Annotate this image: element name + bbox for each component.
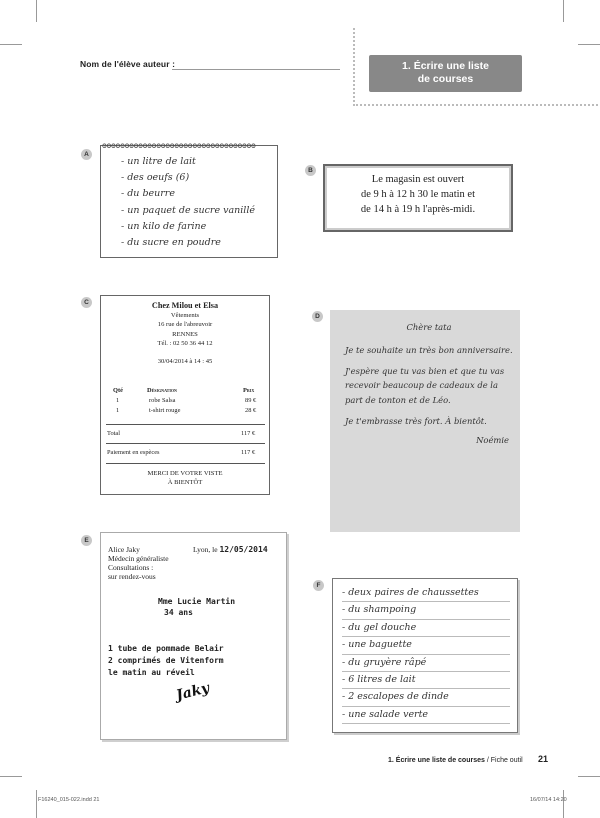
patient-name: Mme Lucie Martin xyxy=(158,597,236,606)
list-item: - deux paires de chaussettes xyxy=(342,585,510,602)
letter-paragraph: Je te souhaite un très bon anniversaire. xyxy=(345,344,513,355)
doctor-title: Médecin généraliste xyxy=(108,554,169,563)
badge-f: F xyxy=(313,580,324,591)
date-prefix: Lyon, le xyxy=(193,545,218,554)
doctor-info xyxy=(108,545,169,581)
date-value: 12/05/2014 xyxy=(219,545,268,554)
file-slug: F16240_015-022.indd 21 xyxy=(38,797,100,803)
crop-mark xyxy=(578,776,600,777)
payment-label: Paiement en espèces xyxy=(107,449,160,456)
doc-c-receipt xyxy=(100,295,270,495)
crop-mark xyxy=(0,44,22,45)
shop-name: Chez Milou et Elsa xyxy=(151,301,219,310)
row-price: 89 € xyxy=(245,397,257,404)
shop-type: Vêtements xyxy=(170,311,200,319)
list-item: - des oeufs (6) xyxy=(121,172,190,184)
crop-mark xyxy=(563,790,564,818)
page-title-line1: 1. Écrire une liste xyxy=(402,60,489,72)
author-label: Nom de l'élève auteur : xyxy=(80,59,176,69)
row-desc: t-shirt rouge xyxy=(149,407,181,414)
col-desc-header: Désignation xyxy=(147,387,177,394)
row-qty: 1 xyxy=(116,397,120,404)
doctor-name: Alice Jaky xyxy=(108,545,140,554)
shop-phone: Tél. : 02 50 36 44 12 xyxy=(157,340,213,347)
footer-title-main: 1. Écrire une liste de courses xyxy=(388,757,485,764)
shop-address: 16 rue de l'abreuvoir xyxy=(157,321,213,328)
row-price: 28 € xyxy=(245,407,257,414)
total-value: 117 € xyxy=(241,430,256,437)
crop-mark xyxy=(36,790,37,818)
divider xyxy=(106,424,265,425)
list-item: - un litre de lait xyxy=(121,156,196,167)
page-title xyxy=(369,55,522,92)
patient-age: 34 ans xyxy=(164,608,193,617)
list-item: - un kilo de farine xyxy=(121,220,207,232)
doc-f-list xyxy=(342,585,510,724)
col-price-header: Prix xyxy=(243,387,255,394)
doc-a-list xyxy=(121,154,255,251)
divider xyxy=(106,463,265,464)
doc-b-opening-hours-sign xyxy=(323,164,513,232)
col-qty-header: Qté xyxy=(113,387,123,394)
badge-e: E xyxy=(81,535,92,546)
receipt-header xyxy=(101,301,269,366)
crop-mark xyxy=(0,776,22,777)
list-item: - du shampoing xyxy=(342,602,510,619)
doctor-signature: Jaky xyxy=(174,680,211,704)
prescription-line: le matin au réveil xyxy=(108,668,195,677)
letter-signature: Noémie xyxy=(476,434,509,445)
prescription-date xyxy=(193,545,268,554)
divider xyxy=(106,443,265,444)
sign-line: Le magasin est ouvert xyxy=(371,174,465,185)
shop-city: RENNES xyxy=(172,330,198,338)
total-label: Total xyxy=(107,430,121,437)
list-item: - du gruyère râpé xyxy=(342,655,510,672)
footer-title xyxy=(388,757,523,764)
prescription-line: 1 tube de pommade Belair xyxy=(108,644,224,653)
footer-subtitle: Fiche outil xyxy=(490,757,523,764)
crop-mark xyxy=(563,0,564,22)
row-desc: robe Salsa xyxy=(149,397,176,404)
receipt-thanks xyxy=(101,469,269,487)
author-name-line[interactable] xyxy=(172,69,340,70)
print-date: 16/07/14 14:20 xyxy=(530,797,567,803)
sign-line: de 9 h à 12 h 30 le matin et xyxy=(360,189,475,200)
prescription-line: 2 comprimés de Vitenform xyxy=(108,656,224,665)
prescription-lines xyxy=(108,643,224,679)
badge-c: C xyxy=(81,297,92,308)
thanks-line: MERCI DE VOTRE VISTE xyxy=(147,470,223,477)
list-item: - 2 escalopes de dinde xyxy=(342,689,510,706)
list-item: - du sucre en poudre xyxy=(121,237,221,249)
payment-value: 117 € xyxy=(241,449,256,456)
patient-info xyxy=(158,596,235,618)
footer-separator: / xyxy=(486,757,489,764)
list-item: - une salade verte xyxy=(342,707,510,724)
page-number: 21 xyxy=(538,754,549,764)
list-item: - une baguette xyxy=(342,637,510,654)
spiral-binding-icon: ʘʘʘʘʘʘʘʘʘʘʘʘʘʘʘʘʘʘʘʘʘʘʘʘʘʘʘʘʘʘʘʘʘʘ xyxy=(102,142,256,150)
letter-greeting: Chère tata xyxy=(406,322,452,332)
list-item: - du beurre xyxy=(121,188,175,200)
crop-mark xyxy=(36,0,37,22)
page-title-line2: de courses xyxy=(417,73,474,85)
consult-line: Consultations : xyxy=(108,563,154,572)
badge-d: D xyxy=(312,311,323,322)
letter-paragraph: Je t'embrasse très fort. À bientôt. xyxy=(345,415,487,426)
list-item: - 6 litres de lait xyxy=(342,672,510,689)
sign-line: de 14 h à 19 h l'après-midi. xyxy=(360,204,476,215)
row-qty: 1 xyxy=(116,407,120,414)
list-item: - du gel douche xyxy=(342,620,510,637)
badge-b: B xyxy=(305,165,316,176)
letter-paragraph: J'espère que tu vas bien et que tu vas recevoir beaucoup de cadeaux de la part de tonton et de Léo. xyxy=(345,365,505,406)
consult-line: sur rendez-vous xyxy=(108,572,156,581)
list-item: - un paquet de sucre vanillé xyxy=(121,204,255,216)
receipt-datetime: 30/04/2014 à 14 : 45 xyxy=(157,357,213,365)
thanks-line: À BIENTÔT xyxy=(167,479,203,486)
badge-a: A xyxy=(81,149,92,160)
letter-text xyxy=(345,320,513,448)
